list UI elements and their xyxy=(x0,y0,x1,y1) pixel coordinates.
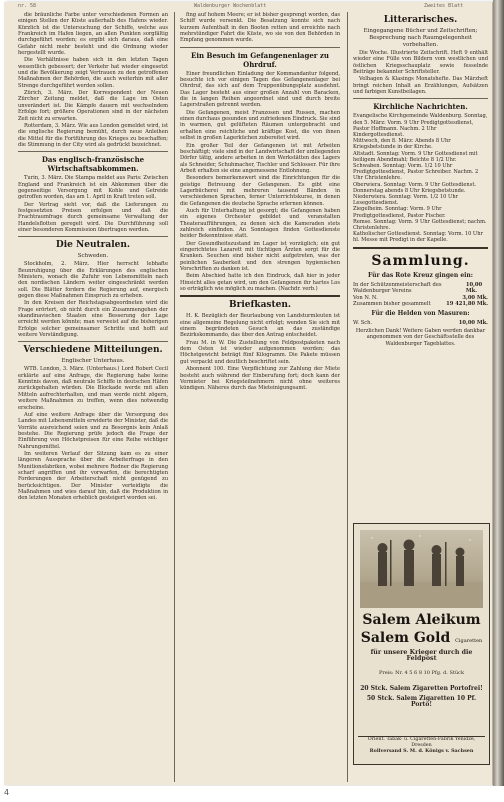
ad-footer-company: Orient. Tabak- u. Cigaretten-Fabrik Yenidze, Dresden xyxy=(367,737,476,748)
sammlung-row-label: W. Sch. xyxy=(353,319,373,326)
running-head-left: nr. 58 xyxy=(18,3,37,9)
section-title-gefangenenlager: Ein Besuch im Gefangenenlager zu Ohrdruf. xyxy=(191,50,329,69)
article-paragraph: Auf eine weitere Anfrage über die Versorgung des Landes mit Lebensmitteln erwiderte der Minister, daß die Vorräte ausreichend seien und zu Besorgnis kein Anlaß bestehe. Die Regierung prüfe jedoch die Frage der Einführung von Höchstpreisen für eine Reihe wichtiger Nahrungsmittel. xyxy=(18,411,168,450)
article-paragraph: WTB. London, 3. März. (Unterhaus.) Lord Robert Cecil erklärte auf eine Anfrage, die Regierung habe keine Kenntnis davon, daß neutrale Schiffe in deutschen Häfen zurückgehalten würden. Die Blockade werde mit allen Mitteln aufrechterhalten, und man werde nicht zögern, weitere Maßnahmen zu treffen, wenn dies notwendig erscheine. xyxy=(18,366,168,411)
gefangenenlager-body xyxy=(180,71,340,293)
page-number-label: 4 xyxy=(4,788,10,797)
sammlung-row-label: In der Schützenmeisterschaft des Waldenburger Vereins xyxy=(353,281,442,295)
article-paragraph: Im weiteren Verlauf der Sitzung kam es zu einer längeren Aussprache über die Arbeiterfrage in den Munitionsfabriken, wobei mehrere Redner die Regierung scharf angriffen und ihr vorwarfen, die berechtigten Forderungen der Arbeiterschaft nicht genügend zu berücksichtigen. Der Minister verteidigte die Maßnahmen und wies darauf hin, daß die Produktion in den letzten Monaten erheblich gesteigert worden sei. xyxy=(18,450,168,502)
article-paragraph: die bräunliche Farbe unter verschiedenen Formen an einigen Stellen der Küste außerhalb des Hafens wieder. Kürzlich ist die Untersuchung der Schiffe, welche aus Frankreich im Hafen liegen, an allen Punkten sorgfältig durchgeführt worden; es ergibt sich daraus, daß eine Gefahr nicht mehr besteht und die Ordnung wieder hergestellt wurde. xyxy=(18,12,168,57)
newspaper-page xyxy=(4,2,493,785)
section-title-litterarisches: Litterarisches. xyxy=(383,15,458,25)
ad-footer xyxy=(358,736,485,761)
church-notice: Oberwiera. Sonntag: Vorm. 9 Uhr Gottesdienst. Donnerstag abends 8 Uhr Kriegsbetstunde. xyxy=(353,181,476,194)
sammlung-items-masuren xyxy=(353,320,488,327)
divider xyxy=(353,98,488,99)
sammlung-total-label: Zusammen bisher gesammelt xyxy=(353,301,431,308)
article-paragraph: Rotterdam, 3. März. Wie aus London gemeldet wird, ist die englische Regierung bemüht, durch neue Anleihen die Mittel für die Fortführung des Krieges zu beschaffen; die Stimmung in der City wird als gedrückt bezeichnet. xyxy=(18,122,168,148)
ad-slogan: für unsere Krieger durch die Feldpost xyxy=(370,649,473,663)
column-rule xyxy=(347,12,348,782)
church-notice: Niederwiera. Sonntag: Vorm. 1/2 10 Uhr Lesegottesdienst. xyxy=(353,194,459,207)
litterarisches-body xyxy=(353,50,488,95)
section-title-kirchliche: Kirchliche Nachrichten. xyxy=(373,102,468,112)
divider xyxy=(180,295,340,297)
running-head-right: Zweites Blatt xyxy=(424,3,464,9)
sammlung-items xyxy=(353,282,488,302)
briefkasten-paragraph: Frau M. in W. Die Zustellung von Feldpostpaketen nach dem Osten ist wieder aufgenommen worden; das Höchstgewicht beträgt fünf Kilogramm. Die Pakete müssen gut verpackt und deutlich beschriftet sein. xyxy=(180,339,340,365)
sammlung-row-label: Von N. N. xyxy=(353,294,378,301)
sammlung-row xyxy=(353,320,488,327)
briefkasten-paragraph: Abonnent 100. Eine Verpflichtung zur Zahlung der Miete besteht auch während der Einberufung fort; doch kann der Vermieter bei Kriegsteilnehmern nicht ohne weiteres kündigen. Näheres durch das Mieteinigungsamt. xyxy=(180,366,340,392)
article-paragraph: Stockholm, 2. März. Hier herrscht lebhafte Beunruhigung über die Erklärungen des englischen Ministers, wonach die Zufuhr von Lebensmitteln nach den nordischen Ländern weiter eingeschränkt werden soll. Die Blätter fordern die Regierung auf, energisch gegen diese Maßnahmen Einspruch zu erheben. xyxy=(18,261,168,300)
church-notice: Remse. Sonntag: Vorm. 9 Uhr Gottesdienst; nachm. Christenlehre. xyxy=(353,218,487,232)
section-title-briefkasten: Briefkasten. xyxy=(228,300,292,311)
salem-advertisement xyxy=(353,523,490,765)
article-paragraph: Die Gefangenen, meist Franzosen und Russen, machen einen durchaus gesunden und zufriedenen Eindruck. Sie sind in warmen, gut gelüfteten Räumen untergebracht und erhalten eine reichliche und kräftige Kost, die von ihnen selbst in großen Lagerküchen zubereitet wird. xyxy=(180,109,340,142)
church-notices xyxy=(353,113,488,243)
sammlung-rotes-kreuz: Für das Rote Kreuz gingen ein: xyxy=(367,271,473,279)
running-head xyxy=(4,2,492,10)
sammlung-total xyxy=(353,301,488,308)
book-binding-edge xyxy=(493,0,504,802)
section-title-mitteilungen: Verschiedene Mitteilungen. xyxy=(23,345,163,356)
sammlung-total-amount: 19 421,80 Mk. xyxy=(446,301,488,308)
top-paragraphs xyxy=(180,12,340,44)
brand-salem-gold-name: Salem Gold xyxy=(360,630,451,646)
article-paragraph: Der Gesundheitszustand im Lager ist vorzüglich; ein gut eingerichtetes Lazarett mit tüchtigen Ärzten sorgt für die Kranken. Seuchen sind bisher nicht aufgetreten, was der peinlichen Sauberkeit und den strengen hygienischen Vorschriften zu danken ist. xyxy=(180,240,340,273)
litterarisches-paragraph: Die Woche. Illustrierte Zeitschrift. Heft 9 enthält wieder eine Fülle von Bildern vom westlichen und östlichen Kriegsschauplatz sowie fesselnde Beiträge bekannter Schriftsteller. xyxy=(353,50,488,76)
section-title-neutrale: Die Neutralen. xyxy=(55,240,131,251)
divider xyxy=(18,341,168,342)
sammlung-row xyxy=(353,282,488,295)
sammlung-title: Sammlung. xyxy=(371,252,470,269)
section-mitteilungen-body xyxy=(18,366,168,501)
church-notice: Ziegelheim. Sonntag: Vorm. 9 Uhr Predigtgottesdienst, Pastor Fischer. xyxy=(353,206,446,219)
scan-margin xyxy=(0,786,504,802)
litterarisches-intro: Eingegangene Bücher und Zeitschriften; Besprechung nach Raumgelegenheit vorbehalten. xyxy=(363,28,478,48)
sammlung-row-amount: 10,00 Mk. xyxy=(465,281,483,295)
litterarisches-paragraph: Velhagen & Klasings Monatshefte. Das Märzheft bringt reichen Inhalt an Erzählungen, Aufsätzen und farbigen Kunstbeilagen. xyxy=(353,76,488,96)
column-2 xyxy=(180,12,340,782)
article-paragraph: Zürich, 3. März. Der Korrespondent der Neuen Zürcher Zeitung meldet, daß die Lage im Osten unverändert ist. Die Kämpfe dauern mit wechselndem Erfolge fort; größere Operationen sind in der nächsten Zeit nicht zu erwarten. xyxy=(18,90,168,122)
divider xyxy=(18,236,168,237)
article-paragraph: Auch für Unterhaltung ist gesorgt; die Gefangenen haben ein eigenes Orchester gebildet und veranstalten Theateraufführungen, zu denen sich die Kameraden stets zahlreich einfinden. An Sonntagen finden Gottesdienste beider Bekenntnisse statt. xyxy=(180,207,340,240)
sammlung-masuren: Für die Helden von Masuren: xyxy=(371,309,470,317)
article-paragraph: fing auf hohem Meere; er ist bisher gesprengt worden, das Schiff wurde versenkt. Die Besatzung konnte sich nach kurzem Aufenthalt in den Booten retten und erreichte nach mehrstündiger Fahrt die Küste, wo sie von den Behörden in Empfang genommen wurde. xyxy=(180,12,340,44)
divider xyxy=(353,247,488,249)
column-3 xyxy=(353,12,488,520)
section-subtitle-unterhaus: Englischer Unterhaus. xyxy=(61,358,125,365)
church-notice: Evangelische Kirchgemeinde Waldenburg. Sonntag, den 5. März: Vorm. 9 Uhr Predigtgottesdienst, Pastor Hoffmann. Nachm. 2 Uhr Kindergottesdienst. xyxy=(353,113,488,139)
section-neutrale-body xyxy=(18,261,168,338)
intro-paragraphs xyxy=(18,12,168,148)
article-paragraph: Turin, 3. März. Die Stampa meldet aus Paris: Zwischen England und Frankreich ist ein Abkommen über die gegenseitige Versorgung mit Kohle und Getreide getroffen worden, das am 1. April in Kraft treten soll. xyxy=(18,175,168,201)
article-paragraph: Ein großer Teil der Gefangenen ist mit Arbeiten beschäftigt; viele sind in der Landwirtschaft der umliegenden Dörfer tätig, andere arbeiten in den Werkstätten des Lagers als Schneider, Schuhmacher, Tischler und Schlosser. Für ihre Arbeit erhalten sie eine angemessene Entlohnung. xyxy=(180,142,340,174)
article-paragraph: Die Verhältnisse haben sich in den letzten Tagen wesentlich gebessert; der Verkehr hat wieder eingesetzt und die Bevölkerung zeigt Vertrauen zu den getroffenen Maßnahmen der Behörden, die auch weiterhin mit aller Strenge durchgeführt werden sollen. xyxy=(18,57,168,89)
sammlung-thanks: Herzlichen Dank! Weitere Gaben werden dankbar angenommen von der Geschäftsstelle des Waldenburger Tageblattes. xyxy=(355,328,486,347)
sammlung-row-amount: 3,00 Mk. xyxy=(462,294,488,301)
section-title-abkommen: Das englisch-französische Wirtschaftsabkommen. xyxy=(41,155,145,174)
section-subtitle-schweden: Schweden. xyxy=(77,253,109,260)
column-rule xyxy=(174,12,175,782)
article-paragraph: Einer freundlichen Einladung der Kommandantur folgend, besuchte ich vor einigen Tagen das Gefangenenlager bei Ohrdruf, das sich auf dem Truppenübungsplatz ausdehnt. Das Lager besteht aus einer großen Anzahl von Baracken, die in langen Reihen angeordnet sind und durch breite Lagerstraßen getrennt werden. xyxy=(180,70,340,109)
church-notice: Schwaben. Sonntag: Vorm. 1/2 10 Uhr Predigtgottesdienst, Pastor Schreiber. Nachm. 2 Uhr Christenlehre. xyxy=(353,163,479,182)
ad-price-line: Preis: Nr. 4 5 6 8 10 Pfg. d. Stück xyxy=(378,670,465,676)
briefkasten-paragraph: H. K. Bezüglich der Beurlaubung von Landsturmleuten ist eine allgemeine Regelung nicht erfolgt; wenden Sie sich mit einem begründeten Gesuch an das zuständige Bezirkskommando, das über den Antrag entscheidet. xyxy=(180,313,340,339)
ad-offer-2: 50 Stck. Salem Zigaretten 10 Pf. Porto! xyxy=(366,695,477,709)
ad-footer-warrant: Rollversand S. M. d. Königs v. Sachsen xyxy=(369,747,474,754)
church-notice: Katholischer Gottesdienst. Sonntag: Vorm. 10 Uhr hl. Messe mit Predigt in der Kapelle. xyxy=(353,231,483,244)
running-head-center: Waldenburger Wochenblatt xyxy=(194,3,267,9)
article-paragraph: Beim Abschied hatte ich den Eindruck, daß hier in jeder Hinsicht alles getan wird, um den Gefangenen ihr hartes Los so erträglich wie möglich zu machen. (Nachdr. verb.) xyxy=(180,273,340,293)
divider xyxy=(180,47,340,48)
brand-salem-aleikum: Salem Aleikum xyxy=(362,612,481,628)
column-1 xyxy=(18,12,168,782)
church-notice: Altstadt. Sonntag: Vorm. 9 Uhr Gottesdienst mit heiligem Abendmahl; Beichte 8 1/2 Uhr. xyxy=(353,150,478,163)
article-paragraph: In den Kreisen der Reichstagsabgeordneten wird die Frage erörtert, ob nicht durch ein Zusammengehen der skandinavischen Staaten eine Besserung der Lage erreicht werden könnte; man verweist auf die bisherigen Erfolge solcher gemeinsamer Schritte und hofft auf weitere Verständigung. xyxy=(18,300,168,339)
brand-salem-gold-suffix: Cigaretten xyxy=(455,638,483,644)
church-notice: Mittwoch, den 8. März: Abends 8 Uhr Kriegsbetstunde in der Kirche. xyxy=(353,138,451,151)
article-paragraph: Besonders bemerkenswert sind die Einrichtungen für die geistige Betreuung der Gefangenen. Es gibt eine Lagerbücherei mit mehreren tausend Bänden in verschiedenen Sprachen, ferner Unterrichtskurse, in denen die Gefangenen die deutsche Sprache erlernen können. xyxy=(180,175,340,207)
sammlung-row-amount: 10,00 Mk. xyxy=(458,319,488,326)
section-abkommen-body xyxy=(18,175,168,233)
divider xyxy=(18,151,168,152)
brand-salem-gold xyxy=(354,630,489,649)
soldiers-illustration xyxy=(360,530,483,608)
ad-offer-1: 20 Stck. Salem Zigaretten Portofrei! xyxy=(360,685,483,692)
article-paragraph: Der Vertrag sieht vor, daß die Lieferungen zu festgesetzten Preisen erfolgen und daß die Frachtraumfrage durch gemeinsame Verwaltung der Handelsflotten geregelt wird. Die Durchführung soll einer besonderen Kommission übertragen werden. xyxy=(18,201,168,233)
briefkasten-body xyxy=(180,313,340,391)
